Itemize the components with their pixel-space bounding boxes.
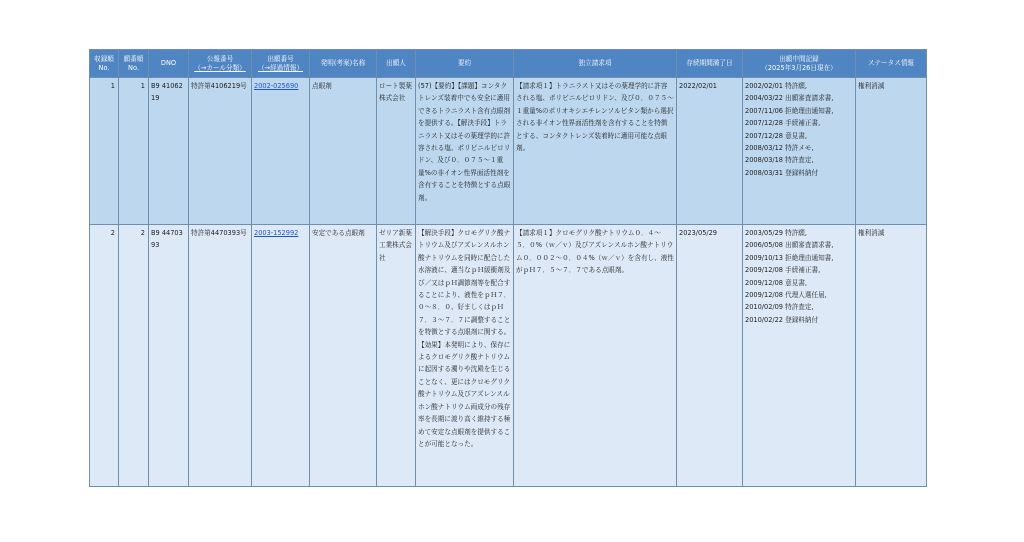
header-publication-no[interactable]: 公報番号 （→カール分類） [189, 50, 252, 78]
history-entry: 2010/02/22 登録料納付 [745, 315, 819, 324]
history-entry: 2009/12/08 手続補正書, [745, 266, 821, 275]
progress-info-link[interactable]: （→経過情報） [257, 63, 304, 72]
history-entry: 2010/02/09 特許査定, [745, 303, 814, 312]
expiry-cell: 2023/05/29 [677, 225, 743, 487]
header-summary[interactable]: 要約 [416, 50, 514, 78]
history-entry: 2003/05/29 特許願, [745, 229, 807, 237]
history-entry: 2009/12/08 意見書, [745, 278, 807, 287]
applicant-cell: ロート製薬株式会社 [377, 78, 416, 225]
patent-table-container [89, 49, 927, 487]
header-application-order-no[interactable]: 願番順 No. [119, 50, 149, 78]
history-entry: 2009/12/08 代理人選任届, [745, 291, 827, 300]
application-no-link[interactable]: 2003-152992 [254, 229, 299, 237]
history-entry: 2002/02/01 特許願, [745, 82, 807, 90]
history-entry: 2008/03/12 特許メモ, [745, 144, 814, 153]
history-entry: 2007/12/28 意見書, [745, 131, 807, 140]
claim-cell: 【請求項１】トラニラスト又はその薬理学的に許容される塩、ポリビニルピロリドン、及び０．０７５〜１重量%のポリオキシエチレンソルビタン類から選択される非イオン性界面活性剤を含有することを特徴とする、コンタクトレンズ装着時に適用可能な点眼剤。 [514, 78, 677, 225]
history-entry: 2009/10/13 拒絶理由通知書, [745, 253, 834, 262]
application-no-link[interactable]: 2002-025690 [254, 82, 299, 90]
header-status[interactable]: ステータス情報 [856, 50, 927, 78]
history-cell [743, 78, 856, 225]
application-order-cell: 1 [119, 78, 149, 225]
claim-cell: 【請求項１】クロモグリク酸ナトリウム０．４〜５．０%（ｗ／ｖ）及びアズレンスルホン酸ナトリウム０．００２〜０．０４%（ｗ／ｖ）を含有し、液性がｐＨ７．５〜７．７である点眼剤。 [514, 225, 677, 487]
header-independent-claim[interactable]: 独立請求項 [514, 50, 677, 78]
header-record-no[interactable]: 収録順 No. [90, 50, 119, 78]
publication-no-cell: 特許第4470393号 [189, 225, 252, 487]
status-cell: 権利消滅 [856, 78, 927, 225]
history-entry: 2006/05/08 出願審査請求書, [745, 241, 834, 250]
table-row [90, 225, 927, 487]
classification-link[interactable]: （→カール分類） [194, 63, 246, 72]
history-entry: 2007/12/28 手続補正書, [745, 119, 821, 128]
history-entry: 2007/11/06 拒絶理由通知書, [745, 106, 834, 115]
header-application-history[interactable]: 出願中間記録 （2025年3月26日現在） [743, 50, 856, 78]
record-no-cell: 1 [90, 78, 119, 225]
summary-cell: 【解決手段】クロモグリク酸ナトリウム及びアズレンスルホン酸ナトリウムを同時に配合した水溶液に、適当なｐＨ緩衝剤及び／又はｐＨ調節剤等を配合することにより、液性をｐＨ７．０〜８．０、好ましくはｐＨ７．３〜７．７に調整することを特徴とする点眼剤に関する。【効果】本発明により、保存によるクロモグリク酸ナトリウムに起因する濁りや沈殿を生じることなく、更にはクロモグリク酸ナトリウム及びアズレンスルホン酸ナトリウム両成分の残存率を長期に渡り高く維持する極めて安定な点眼剤を提供することが可能となった。 [416, 225, 514, 487]
title-cell: 点眼剤 [310, 78, 377, 225]
summary-cell: (57)【要約】【課題】コンタクトレンズ装着中でも安全に適用できるトラニラスト含有点眼剤を提供する。【解決手段】トラニラスト又はその薬理学的に許容される塩、ポリビニルピロリドン、及び０．０７５〜１重量%の非イオン性界面活性剤を含有することを特徴とする点眼剤。 [416, 78, 514, 225]
applicant-cell: ゼリア新薬工業株式会社 [377, 225, 416, 487]
header-invention-title[interactable]: 発明(考案)名称 [310, 50, 377, 78]
header-row [90, 50, 927, 78]
application-no-cell [252, 225, 310, 487]
patent-list-table [89, 49, 927, 487]
dno-cell: B9 4470393 [149, 225, 189, 487]
header-expiry-date[interactable]: 存続期間満了日 [677, 50, 743, 78]
table-row [90, 78, 927, 225]
title-cell: 安定である点眼剤 [310, 225, 377, 487]
expiry-cell: 2022/02/01 [677, 78, 743, 225]
status-cell: 権利消滅 [856, 225, 927, 487]
header-application-no[interactable]: 出願番号 （→経過情報） [252, 50, 310, 78]
header-dno[interactable]: DNO [149, 50, 189, 78]
history-entry: 2008/03/31 登録料納付 [745, 168, 819, 177]
header-applicant[interactable]: 出願人 [377, 50, 416, 78]
history-cell [743, 225, 856, 487]
record-no-cell: 2 [90, 225, 119, 487]
application-no-cell [252, 78, 310, 225]
publication-no-cell: 特許第4106219号 [189, 78, 252, 225]
dno-cell: B9 4106219 [149, 78, 189, 225]
history-entry: 2008/03/18 特許査定, [745, 156, 814, 165]
application-order-cell: 2 [119, 225, 149, 487]
history-entry: 2004/03/22 出願審査請求書, [745, 94, 834, 103]
